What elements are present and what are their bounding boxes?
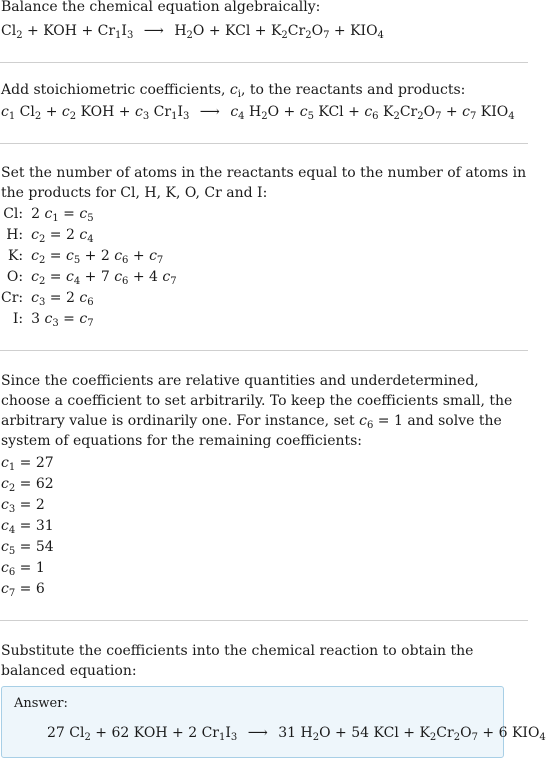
balance-expression: $c_3 = 2$ $c_6$	[31, 290, 94, 308]
balance-equation-row	[1, 288, 177, 309]
chemical-formula: KCl	[225, 23, 251, 39]
balance-expression: 2 $c_1 = c_5$	[31, 206, 94, 224]
chemical-formula: $Cr_1I_3$	[201, 725, 238, 743]
element-label: H:	[6, 227, 24, 243]
solution-line: $c_2 = 62$	[1, 476, 54, 494]
coefficient-variable: $c_5$	[65, 248, 81, 266]
chemical-formula: KOH	[80, 104, 115, 120]
answer-box	[1, 686, 546, 758]
atom-balance-equations	[1, 204, 177, 330]
chemical-formula: $H_2O$	[300, 725, 331, 743]
chemical-formula: $H_2O$	[249, 104, 280, 122]
coefficient-variable: $c_3$	[1, 497, 16, 515]
solution-line: $c_5 = 54$	[1, 539, 54, 557]
coefficient-variable: $c_4$	[79, 227, 94, 245]
coefficient-variable: $c_1$	[1, 455, 16, 473]
coefficient-variable: $c_2$	[61, 104, 77, 122]
coefficient-variable: $c_5$	[299, 104, 314, 122]
chemical-formula: $KIO_4$	[511, 725, 546, 743]
coefficient-variable: $c_7$	[462, 104, 477, 122]
coefficient-variable: $c_1$	[1, 104, 16, 122]
chemical-formula: $Cl_2$	[1, 23, 23, 41]
chemical-formula: $KIO_4$	[480, 104, 515, 122]
coefficient-variable: $c_6$	[1, 560, 16, 578]
balance-equation-row	[1, 309, 177, 330]
coefficient-value: 31	[278, 725, 297, 741]
balanced-equation: 27 $Cl_2 + 62$ KOH + 2 $Cr_1I_3$ ⟶ 31 $H_2O + 54$ KCl + $K_2Cr_2O_7 + 6$ $KIO_4$	[47, 725, 546, 743]
coefficient-variable: $c_6$	[114, 248, 129, 266]
coefficient-value: 2	[188, 725, 198, 741]
divider	[0, 62, 528, 63]
balance-expression: $c_2 = c_5 + 2$ $c_6 + c_7$	[31, 248, 164, 266]
coefficient-equation: $c_1$ $Cl_2 + c_2$ KOH + $c_3$ $Cr_1I_3$ ⟶ $c_4$ $H_2O + c_5$ KCl + $c_6$ $K_2Cr_2O_7 + c_7$ $KIO_4$	[1, 104, 515, 122]
coefficient-variable: $c_4$	[65, 269, 81, 287]
divider	[0, 350, 528, 351]
chemical-formula: $Cl_2$	[19, 104, 42, 122]
balance-equation-row	[1, 246, 177, 267]
coefficient-variable: $c_4$	[1, 518, 16, 536]
chemical-formula: $Cl_2$	[69, 725, 91, 743]
coefficient-variable: $c_5$	[79, 206, 94, 224]
reaction-arrow: ⟶	[243, 725, 273, 741]
coefficient-variable: $c_4$	[230, 104, 245, 122]
divider	[0, 620, 528, 621]
coefficient-variable: $c_2$	[31, 269, 46, 287]
solution-line: $c_1 = 27$	[1, 455, 54, 473]
coefficient-variable: $c_6$	[364, 104, 379, 122]
coefficient-value: 27	[47, 725, 65, 741]
section3-intro: Set the number of atoms in the reactants equal to the number of atoms in the products for Cl, H, K, O, Cr and I:	[1, 165, 527, 201]
coefficient-variable: $c_3$	[31, 290, 46, 308]
chemical-formula: $K_2Cr_2O_7$	[270, 23, 330, 41]
chemical-formula: $KIO_4$	[350, 23, 384, 41]
reaction-arrow: ⟶	[139, 23, 169, 39]
element-label: O:	[6, 269, 24, 285]
divider	[0, 143, 528, 144]
balance-expression: $c_2 = c_4 + 7$ $c_6 + 4$ $c_7$	[31, 269, 177, 287]
chemical-formula: $Cr_1I_3$	[97, 23, 134, 41]
coefficient-value: 54	[351, 725, 370, 741]
reaction-arrow: ⟶	[195, 104, 225, 120]
balance-equation-row	[1, 204, 177, 225]
section2-intro: Add stoichiometric coefficients, $c_i$, to the reactants and products:	[1, 82, 466, 100]
section1-intro: Balance the chemical equation algebraically:	[1, 0, 321, 15]
solution-line: $c_4 = 31$	[1, 518, 54, 536]
coefficient-variable: $c_3$	[134, 104, 150, 122]
coefficient-variable: $c_2$	[31, 227, 46, 245]
chemical-formula: $K_2Cr_2O_7$	[419, 725, 478, 743]
solution-line: $c_3 = 2$	[1, 497, 45, 515]
element-label: Cr:	[1, 290, 24, 306]
coefficient-variable: $c_7$	[162, 269, 177, 287]
coefficient-variable: $c_2$	[31, 248, 46, 266]
chemical-formula: KOH	[43, 23, 77, 39]
chemical-formula: $H_2O$	[174, 23, 205, 41]
balance-expression: 3 $c_3 = c_7$	[31, 311, 94, 329]
coefficient-variable: $c_6$	[114, 269, 129, 287]
coefficient-variable: $c_7$	[79, 311, 94, 329]
coefficient-variable: $c_1$	[44, 206, 59, 224]
coefficient-value: 6	[498, 725, 508, 741]
coefficient-variable: $c_2$	[1, 476, 16, 494]
balance-equation-row	[1, 267, 177, 288]
element-label: K:	[7, 248, 24, 264]
chemical-formula: KCl	[373, 725, 399, 741]
solution-line: $c_7 = 6$	[1, 581, 45, 599]
chemical-formula: KOH	[133, 725, 168, 741]
answer-label: Answer:	[14, 696, 68, 711]
chemical-formula: $K_2Cr_2O_7$	[382, 104, 442, 122]
coefficient-variable: $c_3$	[44, 311, 59, 329]
chemical-formula: $Cr_1I_3$	[153, 104, 190, 122]
unbalanced-equation: $Cl_2$ + KOH + $Cr_1I_3$ ⟶ $H_2O$ + KCl + $K_2Cr_2O_7 + KIO_4$	[1, 23, 384, 41]
chemical-formula: KCl	[318, 104, 344, 120]
balance-equation-row	[1, 225, 177, 246]
element-label: Cl:	[3, 206, 24, 222]
section5-intro: Substitute the coefficients into the chemical reaction to obtain the balanced equation:	[1, 643, 474, 679]
element-label: I:	[12, 311, 24, 327]
coefficient-variable: $c_7$	[149, 248, 164, 266]
section4-intro: Since the coefficients are relative quantities and underdetermined, choose a coefficient to set arbitrarily. To keep the coefficients small, the arbitrary value is ordinarily one. For instance, set $c_6 = 1$ and solve the system of equations for the remaining coefficients:	[1, 373, 513, 449]
coefficient-variable: $c_5$	[1, 539, 16, 557]
coefficient-value: 62	[111, 725, 130, 741]
coefficient-variable: $c_7$	[1, 581, 16, 599]
coefficient-variable: $c_6$	[79, 290, 94, 308]
solution-line: $c_6 = 1$	[1, 560, 45, 578]
balance-expression: $c_2 = 2$ $c_4$	[31, 227, 94, 245]
